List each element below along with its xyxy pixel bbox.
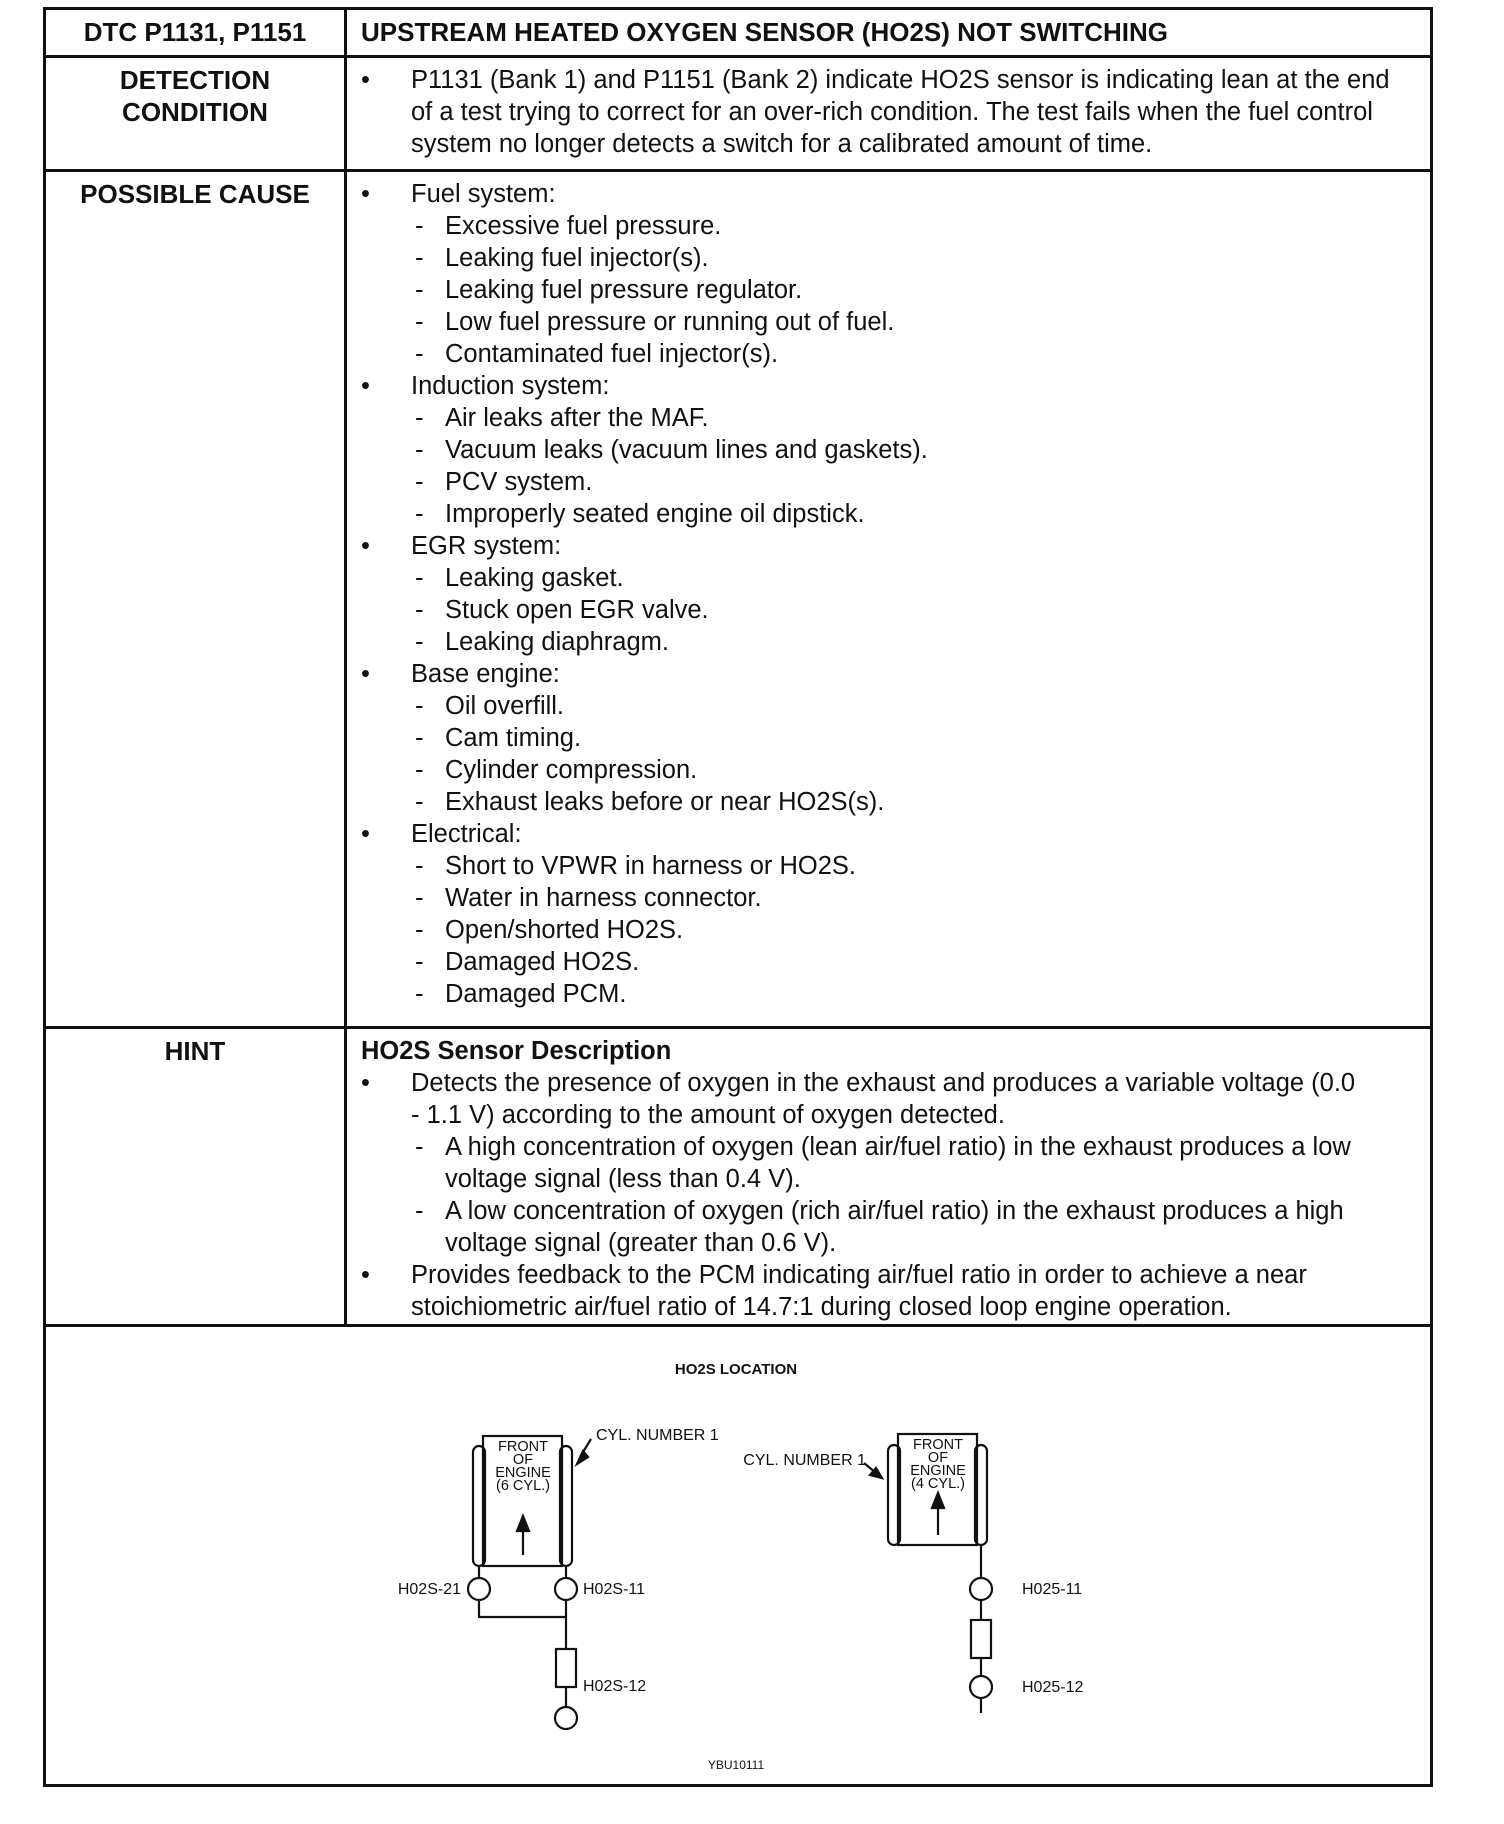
cause-item: - Leaking diaphragm.: [361, 626, 1416, 658]
arrowhead: [932, 1493, 944, 1508]
hint-row: [46, 1029, 1430, 1327]
figure-code: YBU10111: [707, 1758, 765, 1772]
cause-group-title: • Induction system:: [361, 370, 1416, 402]
cyl-number-label: CYL. NUMBER 1: [596, 1427, 719, 1444]
h02s-12-symbol: [555, 1707, 577, 1729]
possible-cause-label: POSSIBLE CAUSE: [46, 172, 347, 1026]
h025-12-symbol: [970, 1676, 992, 1698]
cause-item: - Cylinder compression.: [361, 754, 1416, 786]
cause-group-title: • Base engine:: [361, 658, 1416, 690]
hint-content: [347, 1029, 1430, 1324]
cause-item: - Damaged PCM.: [361, 978, 1416, 1010]
h02s-21-symbol: [468, 1578, 490, 1600]
catalytic-converter: [556, 1649, 576, 1687]
catalytic-converter: [971, 1620, 991, 1658]
cause-item: - Leaking fuel injector(s).: [361, 242, 1416, 274]
detection-row: [46, 58, 1430, 172]
cause-item: - Stuck open EGR valve.: [361, 594, 1416, 626]
pipe: [479, 1600, 566, 1617]
cause-item: - Short to VPWR in harness or HO2S.: [361, 850, 1416, 882]
cause-item: - Leaking fuel pressure regulator.: [361, 274, 1416, 306]
cause-item: - Open/shorted HO2S.: [361, 914, 1416, 946]
front-label: (4 CYL.): [911, 1476, 965, 1492]
front-label: ENGINE: [910, 1463, 966, 1479]
dtc-code: DTC P1131, P1151: [46, 10, 347, 55]
cause-item: - Excessive fuel pressure.: [361, 210, 1416, 242]
cause-item: - Damaged HO2S.: [361, 946, 1416, 978]
hint-bullet-continued: - 1.1 V) according to the amount of oxygen detected.: [411, 1101, 1005, 1129]
cause-item: - Water in harness connector.: [361, 882, 1416, 914]
h02s-11-symbol: [555, 1578, 577, 1600]
hint-bullet: • Provides feedback to the PCM indicating air/fuel ratio in order to achieve a near stoichiometric air/fuel ratio of 14.7:1 during closed loop engine operation.: [361, 1259, 1416, 1323]
hint-dash: - A high concentration of oxygen (lean air/fuel ratio) in the exhaust produces a low voltage signal (less than 0.4 V).: [361, 1131, 1416, 1195]
hint-bullet: • Detects the presence of oxygen in the exhaust and produces a variable voltage (0.0: [361, 1067, 1416, 1099]
cause-item: - Exhaust leaks before or near HO2S(s).: [361, 786, 1416, 818]
header-row: [46, 10, 1430, 58]
hint-dash: - A low concentration of oxygen (rich air/fuel ratio) in the exhaust produces a high voltage signal (greater than 0.6 V).: [361, 1195, 1416, 1259]
front-label: FRONT: [498, 1439, 548, 1455]
h025-11-label: H025-11: [1022, 1581, 1083, 1598]
dtc-sheet: [43, 7, 1433, 1787]
dtc-title: UPSTREAM HEATED OXYGEN SENSOR (HO2S) NOT SWITCHING: [361, 17, 1169, 47]
front-label: FRONT: [913, 1437, 963, 1453]
cause-item: - Cam timing.: [361, 722, 1416, 754]
h02s-12-label: H02S-12: [583, 1678, 647, 1695]
detection-content: [347, 58, 1430, 169]
h02s-11-label: H02S-11: [583, 1581, 645, 1598]
diagram-row: [46, 1327, 1430, 1784]
hint-subtitle: HO2S Sensor Description: [361, 1037, 672, 1065]
arrowhead: [517, 1516, 529, 1531]
leader-arrowhead: [577, 1451, 588, 1464]
cause-item: - Oil overfill.: [361, 690, 1416, 722]
possible-cause-content: [347, 172, 1430, 1026]
cause-group-title: • EGR system:: [361, 530, 1416, 562]
h025-12-label: H025-12: [1022, 1679, 1084, 1696]
hint-label: HINT: [46, 1029, 347, 1324]
cyl-number-label: CYL. NUMBER 1: [743, 1452, 866, 1469]
cause-group-title: • Electrical:: [361, 818, 1416, 850]
cause-item: - PCV system.: [361, 466, 1416, 498]
diagram-title: HO2S LOCATION: [674, 1361, 798, 1378]
cause-item: - Contaminated fuel injector(s).: [361, 338, 1416, 370]
cause-item: - Improperly seated engine oil dipstick.: [361, 498, 1416, 530]
h025-11-symbol: [970, 1578, 992, 1600]
cause-item: - Air leaks after the MAF.: [361, 402, 1416, 434]
cause-item: - Low fuel pressure or running out of fuel.: [361, 306, 1416, 338]
front-label: OF: [512, 1452, 534, 1468]
h02s-21-label: H02S-21: [397, 1581, 461, 1598]
front-label: (6 CYL.): [496, 1478, 550, 1494]
cause-item: - Leaking gasket.: [361, 562, 1416, 594]
front-label: ENGINE: [495, 1465, 551, 1481]
detection-label: DETECTION CONDITION: [46, 58, 347, 169]
cause-group-title: • Fuel system:: [361, 178, 1416, 210]
front-label: OF: [927, 1450, 949, 1466]
detection-text: • P1131 (Bank 1) and P1151 (Bank 2) indicate HO2S sensor is indicating lean at the end of a test trying to correct for an over-rich condition. The test fails when the fuel control system no longer detects a switch for a calibrated amount of time.: [361, 64, 1416, 160]
cause-item: - Vacuum leaks (vacuum lines and gaskets).: [361, 434, 1416, 466]
ho2s-location-diagram: [46, 1327, 1430, 1784]
possible-cause-row: [46, 172, 1430, 1029]
